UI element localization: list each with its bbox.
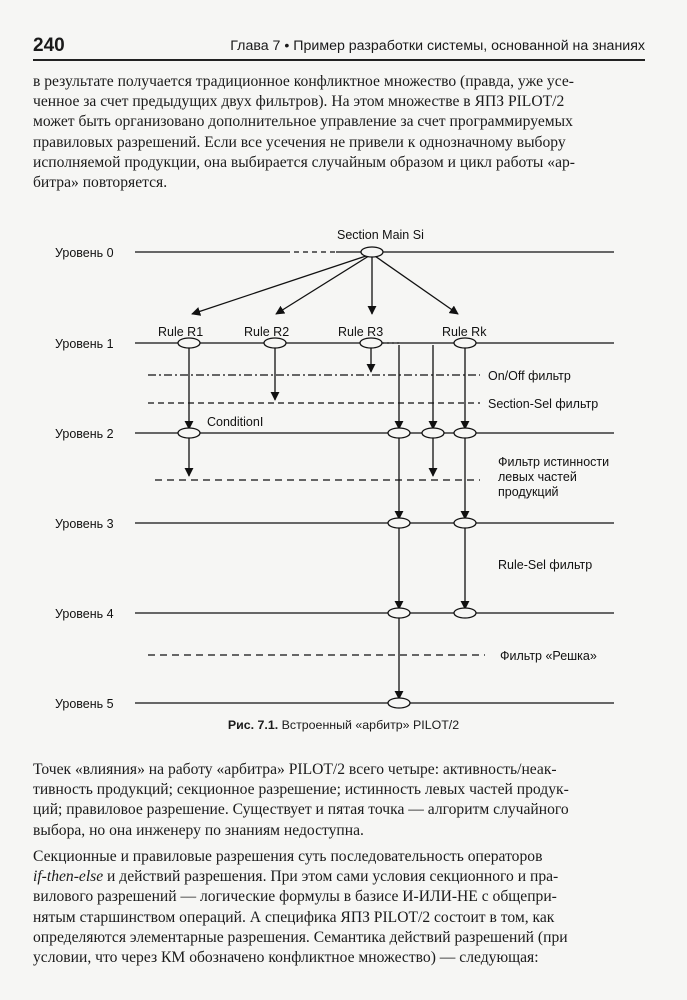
r3-node-l1 xyxy=(360,338,382,348)
text-line: ченное за счет предыдущих двух фильтров). На этом множестве в ЯПЗ PILOT/2 xyxy=(33,93,565,111)
text-line: правиловых разрешений. Если все усечения не привели к однозначному выбору xyxy=(33,133,566,151)
col-a-node-l3 xyxy=(388,518,410,528)
level-3-label: Уровень 3 xyxy=(55,517,114,531)
caption-number: Рис. 7.1. xyxy=(227,718,279,732)
rule-r3-label: Rule R3 xyxy=(338,325,384,339)
text-line: нятым старшинством операций. А специфика ЯПЗ PILOT/2 состоит в том, как xyxy=(33,908,555,926)
truth-filter-label-2: левых частей xyxy=(498,470,577,484)
onoff-filter-label: On/Off фильтр xyxy=(488,369,571,383)
text-line: может быть организовано дополнительное управление за счет программируемых xyxy=(33,113,573,131)
rk-node-l2 xyxy=(454,428,476,438)
text-line: условии, что через КМ обозначено конфликтное множество) — следующая: xyxy=(33,949,539,967)
level-0-label: Уровень 0 xyxy=(55,246,114,260)
text-fragment: и действий разрешения. При этом сами условия секционного и пра- xyxy=(103,868,559,886)
level-1-label: Уровень 1 xyxy=(55,337,114,351)
truth-filter-label-1: Фильтр истинности xyxy=(498,455,610,469)
col-a-node-l5 xyxy=(388,698,410,708)
level-2-label: Уровень 2 xyxy=(55,427,114,441)
text-line xyxy=(33,867,645,887)
arrow-to-r2 xyxy=(276,254,372,314)
rk-node-l3 xyxy=(454,518,476,528)
rk-node-l4 xyxy=(454,608,476,618)
rk-node-l1 xyxy=(454,338,476,348)
r1-node-l2 xyxy=(178,428,200,438)
page-number: 240 xyxy=(33,35,65,56)
text-line: определяются элементарные разрешения. Семантика действий разрешений (при xyxy=(33,928,568,946)
paragraph-2 xyxy=(33,760,645,841)
section-label: Section Main Si xyxy=(337,228,424,242)
running-title: Глава 7 • Пример разработки системы, основанной на знаниях xyxy=(230,38,645,54)
arrow-to-r1 xyxy=(192,254,372,314)
col-a-node-l2 xyxy=(388,428,410,438)
text-line: битра» повторяется. xyxy=(33,174,168,192)
section-sel-filter-label: Section-Sel фильтр xyxy=(488,397,599,411)
col-a-node-l4 xyxy=(388,608,410,618)
col-b-node-l2 xyxy=(422,428,444,438)
reshka-filter-label: Фильтр «Решка» xyxy=(500,649,597,663)
rule-r1-label: Rule R1 xyxy=(158,325,204,339)
text-line: в результате получается традиционное конфликтное множество (правда, уже усе- xyxy=(33,73,574,90)
rule-rk-label: Rule Rk xyxy=(442,325,487,339)
text-line: тивность продукций; секционное разрешение; истинность левых частей продук- xyxy=(33,781,569,799)
figure-caption xyxy=(0,718,687,732)
level-5-label: Уровень 5 xyxy=(55,697,114,711)
text-line: исполняемой продукции, она выбирается случайным образом и цикл работы «ар- xyxy=(33,153,575,171)
condition-label: ConditionI xyxy=(207,415,264,429)
rule-r2-label: Rule R2 xyxy=(244,325,290,339)
text-line: вилового разрешений — логические формулы в базисе И-ИЛИ-НЕ с общепри- xyxy=(33,888,557,906)
section-node xyxy=(361,247,383,257)
level-4-label: Уровень 4 xyxy=(55,607,114,621)
text-line: ций; правиловое разрешение. Существует и пятая точка — алгоритм случайного xyxy=(33,801,569,819)
r2-node-l1 xyxy=(264,338,286,348)
arrow-to-rk xyxy=(372,254,458,314)
truth-filter-label-3: продукций xyxy=(498,485,559,499)
text-line: выбора, но она инженеру по знаниям недоступна. xyxy=(33,821,364,839)
text-line: Точек «влияния» на работу «арбитра» PILOT/2 всего четыре: активность/неак- xyxy=(33,761,557,778)
caption-text: Встроенный «арбитр» PILOT/2 xyxy=(281,718,460,732)
rule-sel-filter-label: Rule-Sel фильтр xyxy=(498,558,593,572)
text-line: Секционные и правиловые разрешения суть последовательность операторов xyxy=(33,848,543,865)
code-term: if-then-else xyxy=(33,868,104,886)
paragraph-3 xyxy=(33,847,645,968)
r1-node-l1 xyxy=(178,338,200,348)
